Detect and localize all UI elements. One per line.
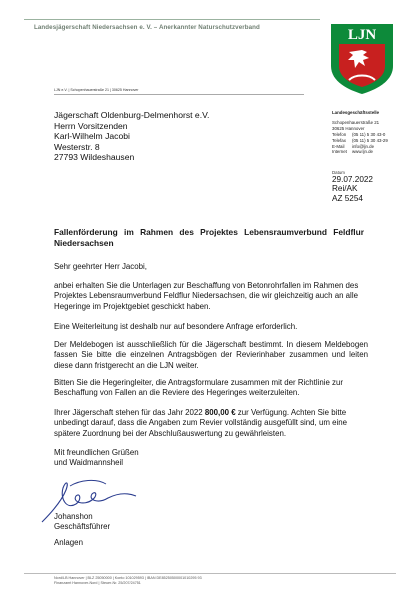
contact-value: info@ljn.de xyxy=(352,143,375,149)
return-address: LJN e.V. | Schopenhauerstraße 21 | 30625 Hannover xyxy=(54,88,139,92)
header-rule xyxy=(24,19,320,20)
addressee-line: 27793 Wildeshausen xyxy=(54,152,135,163)
letter-subject: Fallenförderung im Rahmen des Projektes Lebensraumverbund Feldflur Niedersachsen xyxy=(54,227,364,248)
letter-date: 29.07.2022 xyxy=(332,175,373,184)
signer-block xyxy=(54,512,368,533)
office-title: Landesgeschäftsstelle xyxy=(332,110,380,115)
closing xyxy=(54,448,368,469)
footer-tax-line: Finanzamt Hannover-Nord | Steuer-Nr. 25/207/24751 xyxy=(54,581,141,586)
ljn-logo xyxy=(329,22,395,96)
contact-label: Internet xyxy=(332,149,347,155)
footer-rule xyxy=(24,573,396,574)
budget-text-before: Ihrer Jägerschaft stehen für das Jahr 2022 xyxy=(54,408,205,417)
contact-label: Telefon xyxy=(332,131,347,137)
contact-value: www.ljn.de xyxy=(352,149,373,155)
return-address-rule xyxy=(54,94,304,95)
paragraph-enclosure-notice: anbei erhalten Sie die Unterlagen zur Beschaffung von Betonrohrfallen im Rahmen des Projektes Lebensraumverbund Feldflur Niedersachsen, die wir gleichzeitig auch an alle Hegeringe im Projektgebiet geschickt haben. xyxy=(54,281,359,311)
office-info xyxy=(332,110,388,155)
contact-value: (05 11) 5 30 43-29 xyxy=(352,137,388,143)
footer-bank-line: Nord/LB Hannover | BLZ 25050000 | Konto 101029593 | IBAN DE85250500001010295 93 xyxy=(54,576,202,580)
contact-label: Telefax xyxy=(332,137,346,143)
office-street: Schopenhauerstraße 21 xyxy=(332,119,380,125)
salutation: Sehr geehrter Herr Jacobi, xyxy=(54,262,147,271)
enclosures: Anlagen xyxy=(54,538,83,547)
budget-text-after: zur Verfügung. Achten Sie bitte unbedingt darauf, dass die Angaben zum Revier vollständig ausgefüllt sind, um eine spätere Zuordnung bei der Abschlußauswertung zu gewährleisten. xyxy=(54,408,348,438)
closing-line: und Waidmannsheil xyxy=(54,458,124,468)
contact-value: (05 11) 5 30 43-0 xyxy=(352,131,386,137)
paragraph-hegering-leaders: Bitten Sie die Hegeringleiter, die Antragsformulare zusammen mit der Richtlinie zur Beschaffung von Fallen an die Reviere des Hegeringes weiterzuleiten. xyxy=(54,378,344,398)
paragraph-report-form: Der Meldebogen ist ausschließlich für die Jägerschaft bestimmt. In diesem Meldebogen fassen Sie bitte die einzelnen Antragsbögen der Revierinhaber zusammen und leiten diese dann fristgerecht an die LJN weiter. xyxy=(54,340,368,370)
paragraph-budget xyxy=(54,408,368,439)
logo-text: LJN xyxy=(347,27,377,43)
addressee-line: Jägerschaft Oldenburg-Delmenhorst e.V. xyxy=(54,110,210,120)
footer xyxy=(54,576,202,586)
addressee-line: Herrn Vorsitzenden xyxy=(54,120,128,131)
signer-title: Geschäftsführer xyxy=(54,522,111,532)
date-reference-block xyxy=(332,170,373,203)
addressee-block xyxy=(54,110,209,163)
addressee-line: Westerstr. 8 xyxy=(54,141,100,152)
date-label: Datum xyxy=(332,170,345,175)
reference-code: Rei/AK xyxy=(332,184,358,194)
file-number: AZ 5254 xyxy=(332,193,363,203)
office-city: 30625 Hannover xyxy=(332,125,365,131)
closing-line: Mit freundlichen Grüßen xyxy=(54,448,139,457)
contact-label: E-Mail xyxy=(332,143,345,149)
signer-name: Johanshon xyxy=(54,512,93,521)
budget-amount: 800,00 € xyxy=(204,408,236,417)
organization-header: Landesjägerschaft Niedersachsen e. V. – Anerkannter Naturschutzverband xyxy=(34,24,260,31)
paragraph-forwarding: Eine Weiterleitung ist deshalb nur auf besondere Anfrage erforderlich. xyxy=(54,322,298,331)
addressee-line: Karl-Wilhelm Jacobi xyxy=(54,131,130,142)
contact-internet xyxy=(332,149,388,155)
